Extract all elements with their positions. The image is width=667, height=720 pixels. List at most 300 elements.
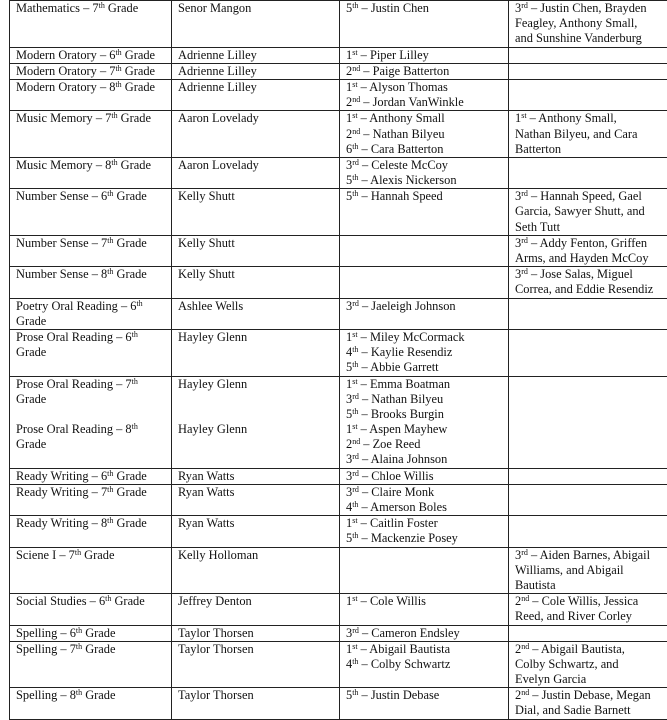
individual-placing-sup: st xyxy=(352,594,357,603)
results-table xyxy=(9,0,667,720)
individual-placings-cell xyxy=(340,516,509,547)
table-row xyxy=(10,625,667,641)
individual-placing-post: – Hannah Speed xyxy=(358,189,442,203)
individual-placing-post: – Claire Monk xyxy=(359,485,434,499)
event-cell xyxy=(10,298,172,329)
individual-placings-cell xyxy=(340,298,509,329)
team-placing-line-sup: nd xyxy=(521,594,529,603)
event-line xyxy=(16,392,166,407)
team-placing-line xyxy=(515,703,667,718)
event-line xyxy=(16,314,166,329)
event-line-pre: Modern Oratory – 7 xyxy=(16,64,115,78)
event-line-pre: Number Sense – 7 xyxy=(16,236,107,250)
individual-placing xyxy=(346,642,503,657)
team-placing-line-sup: st xyxy=(521,111,526,120)
individual-placing-pre: 3 xyxy=(346,392,352,406)
coach-name: Adrienne Lilley xyxy=(178,64,334,79)
team-placing-line xyxy=(515,548,667,563)
team-placing-line-pre: 2 xyxy=(515,688,521,702)
individual-placing-sup: th xyxy=(352,500,358,509)
event-cell xyxy=(10,547,172,594)
team-placing-line-post: – Addy Fenton, Griffen xyxy=(528,236,647,250)
event-line-post: Grade xyxy=(113,189,146,203)
event-line xyxy=(16,236,166,251)
event-line-post: Grade xyxy=(16,392,46,406)
individual-placing-post: – Chloe Willis xyxy=(359,469,434,483)
individual-placing-pre: 3 xyxy=(346,158,352,172)
coach-cell xyxy=(172,516,340,547)
individual-placing-post: – Alyson Thomas xyxy=(358,80,448,94)
team-placing-line-sup: rd xyxy=(521,236,528,245)
event-line xyxy=(16,1,166,16)
individual-placings-cell xyxy=(340,111,509,158)
individual-placing xyxy=(346,594,503,609)
team-placing-line-post: – Jose Salas, Miguel xyxy=(528,267,633,281)
event-cell xyxy=(10,189,172,236)
event-line-post: Grade xyxy=(113,469,146,483)
event-line-sup: th xyxy=(111,111,117,120)
individual-placing-post: – Caitlin Foster xyxy=(358,516,438,530)
team-placings-cell xyxy=(509,516,667,547)
individual-placing-pre: 2 xyxy=(346,127,352,141)
team-placing-line-sup: rd xyxy=(521,548,528,557)
individual-placing-post: – Miley McCormack xyxy=(358,330,465,344)
event-line-sup: th xyxy=(132,330,138,339)
event-line-pre: Spelling – 8 xyxy=(16,688,76,702)
individual-placing-sup: th xyxy=(352,360,358,369)
individual-placing-sup: st xyxy=(352,111,357,120)
event-line-pre: Mathematics – 7 xyxy=(16,1,99,15)
individual-placings-cell xyxy=(340,235,509,266)
event-line xyxy=(16,594,166,609)
event-line-post: Grade xyxy=(122,48,155,62)
individual-placing xyxy=(346,48,503,63)
individual-placing xyxy=(346,1,503,16)
event-line-pre: Prose Oral Reading – 8 xyxy=(16,422,132,436)
team-placing-line xyxy=(515,251,667,266)
event-line-post: Grade xyxy=(82,626,115,640)
event-line xyxy=(16,80,166,95)
event-line-pre: Spelling – 7 xyxy=(16,642,76,656)
event-line-pre: Poetry Oral Reading – 6 xyxy=(16,299,136,313)
coach-cell xyxy=(172,298,340,329)
individual-placing xyxy=(346,688,503,703)
event-line xyxy=(16,469,166,484)
individual-placings-cell xyxy=(340,79,509,110)
coach-cell xyxy=(172,1,340,48)
team-placing-line xyxy=(515,142,667,157)
table-row xyxy=(10,468,667,484)
individual-placing-pre: 1 xyxy=(346,377,352,391)
individual-placing-pre: 6 xyxy=(346,142,352,156)
team-placing-line xyxy=(515,688,667,703)
individual-placings-cell xyxy=(340,484,509,515)
team-placing-line xyxy=(515,204,667,219)
team-placings-cell xyxy=(509,111,667,158)
team-placing-line-pre: 3 xyxy=(515,548,521,562)
individual-placing-post: – Cole Willis xyxy=(358,594,426,608)
event-line-sup: th xyxy=(115,80,121,89)
event-line xyxy=(16,189,166,204)
event-line-sup: th xyxy=(132,377,138,386)
individual-placing-post: – Mackenzie Posey xyxy=(358,531,457,545)
team-placing-line-post: Dial, and Sadie Barnett xyxy=(515,703,631,717)
individual-placing xyxy=(346,64,503,79)
individual-placing-sup: nd xyxy=(352,95,360,104)
table-row xyxy=(10,376,667,468)
team-placing-line-post: Reed, and River Corley xyxy=(515,609,632,623)
event-line-post: Grade xyxy=(118,111,151,125)
individual-placing-post: – Anthony Small xyxy=(358,111,445,125)
individual-placing-sup: th xyxy=(352,189,358,198)
coach-cell xyxy=(172,63,340,79)
team-placing-line-post: Evelyn Garcia xyxy=(515,672,586,686)
team-placing-line-post: Garcia, Sawyer Shutt, and xyxy=(515,204,645,218)
individual-placing-post: – Nathan Bilyeu xyxy=(360,127,444,141)
coach-name: Hayley Glenn xyxy=(178,377,334,392)
individual-placing xyxy=(346,485,503,500)
team-placing-line xyxy=(515,578,667,593)
individual-placing-sup: rd xyxy=(352,626,359,635)
individual-placing xyxy=(346,452,503,467)
team-placing-line-sup: nd xyxy=(521,688,529,697)
individual-placing-sup: rd xyxy=(352,299,359,308)
individual-placing xyxy=(346,657,503,672)
individual-placing-sup: th xyxy=(352,688,358,697)
individual-placing-post: – Cara Batterton xyxy=(358,142,443,156)
individual-placing xyxy=(346,422,503,437)
team-placing-line-post: Seth Tutt xyxy=(515,220,560,234)
individual-placing xyxy=(346,299,503,314)
team-placing-line-post: – Abigail Bautista, xyxy=(529,642,625,656)
coach-name xyxy=(178,392,334,407)
team-placing-line-pre: 2 xyxy=(515,594,521,608)
event-line-sup: th xyxy=(107,469,113,478)
coach-name: Kelly Holloman xyxy=(178,548,334,563)
team-placing-line-post: Correa, and Eddie Resendiz xyxy=(515,282,653,296)
individual-placings-cell xyxy=(340,468,509,484)
individual-placing-sup: st xyxy=(352,422,357,431)
coach-name: Hayley Glenn xyxy=(178,330,334,345)
individual-placings-cell xyxy=(340,688,509,719)
event-cell xyxy=(10,641,172,688)
individual-placing-pre: 3 xyxy=(346,469,352,483)
team-placing-line-pre: 3 xyxy=(515,1,521,15)
individual-placing-pre: 4 xyxy=(346,500,352,514)
team-placing-line-post: – Anthony Small, xyxy=(527,111,617,125)
team-placings-cell xyxy=(509,594,667,625)
individual-placing xyxy=(346,377,503,392)
coach-name: Jeffrey Denton xyxy=(178,594,334,609)
team-placing-line-post: – Aiden Barnes, Abigail xyxy=(528,548,650,562)
coach-cell xyxy=(172,468,340,484)
coach-name: Hayley Glenn xyxy=(178,422,334,437)
coach-cell xyxy=(172,111,340,158)
individual-placing xyxy=(346,330,503,345)
coach-cell xyxy=(172,376,340,468)
individual-placing-sup: th xyxy=(352,142,358,151)
individual-placing-pre: 4 xyxy=(346,657,352,671)
table-row xyxy=(10,267,667,298)
event-line-post: Grade xyxy=(82,688,115,702)
individual-placing-sup: nd xyxy=(352,127,360,136)
team-placings-cell xyxy=(509,329,667,376)
event-line xyxy=(16,48,166,63)
event-cell xyxy=(10,516,172,547)
event-cell xyxy=(10,625,172,641)
event-line xyxy=(16,437,166,452)
event-line xyxy=(16,642,166,657)
event-line-pre: Music Memory – 8 xyxy=(16,158,111,172)
individual-placing-pre: 5 xyxy=(346,1,352,15)
individual-placing xyxy=(346,111,503,126)
individual-placing-sup: th xyxy=(352,531,358,540)
coach-name: Adrienne Lilley xyxy=(178,48,334,63)
event-cell xyxy=(10,79,172,110)
coach-cell xyxy=(172,484,340,515)
event-line-pre: Ready Writing – 8 xyxy=(16,516,107,530)
event-line-pre: Modern Oratory – 8 xyxy=(16,80,115,94)
coach-cell xyxy=(172,235,340,266)
team-placing-line xyxy=(515,563,667,578)
event-line-pre: Prose Oral Reading – 6 xyxy=(16,330,132,344)
team-placing-line-post: Feagley, Anthony Small, xyxy=(515,16,637,30)
table-row xyxy=(10,329,667,376)
event-cell xyxy=(10,376,172,468)
team-placing-line-post: Williams, and Abigail xyxy=(515,563,624,577)
event-line-sup: th xyxy=(111,158,117,167)
coach-name: Taylor Thorsen xyxy=(178,688,334,703)
team-placing-line-sup: rd xyxy=(521,1,528,10)
individual-placing xyxy=(346,626,503,641)
team-placing-line xyxy=(515,657,667,672)
individual-placing-pre: 4 xyxy=(346,345,352,359)
individual-placing-pre: 3 xyxy=(346,299,352,313)
event-line-sup: th xyxy=(115,48,121,57)
individual-placing-post: – Alaina Johnson xyxy=(359,452,447,466)
event-line xyxy=(16,485,166,500)
event-cell xyxy=(10,1,172,48)
event-line xyxy=(16,516,166,531)
event-line-sup: th xyxy=(136,299,142,308)
coach-cell xyxy=(172,329,340,376)
event-line xyxy=(16,422,166,437)
individual-placing-pre: 1 xyxy=(346,80,352,94)
individual-placing-pre: 1 xyxy=(346,594,352,608)
coach-name: Kelly Shutt xyxy=(178,267,334,282)
coach-name: Kelly Shutt xyxy=(178,236,334,251)
event-line xyxy=(16,345,166,360)
individual-placing-sup: th xyxy=(352,657,358,666)
results-table-body xyxy=(10,1,667,720)
event-cell xyxy=(10,47,172,63)
individual-placing xyxy=(346,500,503,515)
individual-placings-cell xyxy=(340,329,509,376)
table-row xyxy=(10,189,667,236)
event-cell xyxy=(10,484,172,515)
event-line-sup: th xyxy=(107,485,113,494)
event-line xyxy=(16,299,166,314)
coach-cell xyxy=(172,79,340,110)
event-cell xyxy=(10,468,172,484)
individual-placings-cell xyxy=(340,594,509,625)
individual-placing xyxy=(346,531,503,546)
individual-placing-pre: 1 xyxy=(346,48,352,62)
event-line-post: Grade xyxy=(81,548,114,562)
event-line-post: Grade xyxy=(113,516,146,530)
team-placing-line xyxy=(515,267,667,282)
event-cell xyxy=(10,329,172,376)
individual-placing-pre: 5 xyxy=(346,688,352,702)
individual-placing-sup: st xyxy=(352,330,357,339)
individual-placing-sup: rd xyxy=(352,158,359,167)
individual-placing-sup: th xyxy=(352,173,358,182)
individual-placing-sup: st xyxy=(352,642,357,651)
team-placings-cell xyxy=(509,267,667,298)
event-line xyxy=(16,548,166,563)
team-placing-line-pre: 2 xyxy=(515,642,521,656)
event-line-pre: Ready Writing – 6 xyxy=(16,469,107,483)
event-line xyxy=(16,111,166,126)
team-placing-line xyxy=(515,236,667,251)
team-placing-line-sup: rd xyxy=(521,189,528,198)
event-line-post: Grade xyxy=(122,64,155,78)
team-placings-cell xyxy=(509,47,667,63)
individual-placings-cell xyxy=(340,189,509,236)
team-placing-line-post: Bautista xyxy=(515,578,556,592)
coach-name: Senor Mangon xyxy=(178,1,334,16)
event-line-pre: Number Sense – 6 xyxy=(16,189,107,203)
event-line-sup: th xyxy=(76,642,82,651)
coach-name: Taylor Thorsen xyxy=(178,626,334,641)
event-line-post: Grade xyxy=(113,267,146,281)
table-row xyxy=(10,484,667,515)
individual-placings-cell xyxy=(340,625,509,641)
event-line-sup: th xyxy=(107,267,113,276)
event-line-sup: th xyxy=(105,594,111,603)
individual-placing-post: – Zoe Reed xyxy=(360,437,420,451)
individual-placing xyxy=(346,95,503,110)
individual-placing xyxy=(346,407,503,422)
individual-placing-post: – Kaylie Resendiz xyxy=(358,345,452,359)
team-placings-cell xyxy=(509,376,667,468)
individual-placings-cell xyxy=(340,47,509,63)
individual-placing-pre: 1 xyxy=(346,642,352,656)
event-line-pre: Modern Oratory – 6 xyxy=(16,48,115,62)
table-row xyxy=(10,547,667,594)
coach-cell xyxy=(172,157,340,188)
team-placings-cell xyxy=(509,547,667,594)
team-placing-line-pre: 1 xyxy=(515,111,521,125)
individual-placing xyxy=(346,469,503,484)
coach-cell xyxy=(172,267,340,298)
individual-placing-pre: 5 xyxy=(346,173,352,187)
coach-name: Aaron Lovelady xyxy=(178,158,334,173)
team-placing-line xyxy=(515,111,667,126)
coach-name: Taylor Thorsen xyxy=(178,642,334,657)
table-row xyxy=(10,516,667,547)
team-placing-line-post: – Justin Debase, Megan xyxy=(529,688,650,702)
coach-cell xyxy=(172,547,340,594)
individual-placing-pre: 5 xyxy=(346,189,352,203)
coach-cell xyxy=(172,688,340,719)
event-line-post: Grade xyxy=(113,485,146,499)
event-line-sup: th xyxy=(76,688,82,697)
individual-placing xyxy=(346,360,503,375)
team-placing-line-pre: 3 xyxy=(515,189,521,203)
individual-placing-post: – Aspen Mayhew xyxy=(358,422,448,436)
team-placing-line xyxy=(515,127,667,142)
individual-placings-cell xyxy=(340,157,509,188)
individual-placing-post: – Brooks Burgin xyxy=(358,407,443,421)
table-row xyxy=(10,47,667,63)
event-line-sup: th xyxy=(99,1,105,10)
event-line xyxy=(16,267,166,282)
event-line-pre: Spelling – 6 xyxy=(16,626,76,640)
individual-placing xyxy=(346,127,503,142)
table-row xyxy=(10,641,667,688)
individual-placing-pre: 1 xyxy=(346,111,352,125)
individual-placing-post: – Colby Schwartz xyxy=(358,657,450,671)
team-placing-line xyxy=(515,282,667,297)
team-placings-cell xyxy=(509,157,667,188)
team-placing-line-post: – Justin Chen, Brayden xyxy=(528,1,647,15)
coach-name: Ryan Watts xyxy=(178,469,334,484)
team-placing-line-post: Nathan Bilyeu, and Cara xyxy=(515,127,638,141)
individual-placing xyxy=(346,437,503,452)
event-line xyxy=(16,330,166,345)
individual-placing-sup: nd xyxy=(352,437,360,446)
team-placings-cell xyxy=(509,189,667,236)
team-placing-line-post: Batterton xyxy=(515,142,561,156)
event-cell xyxy=(10,688,172,719)
individual-placing-pre: 5 xyxy=(346,360,352,374)
coach-cell xyxy=(172,47,340,63)
individual-placing-post: – Cameron Endsley xyxy=(359,626,460,640)
coach-name xyxy=(178,407,334,422)
individual-placings-cell xyxy=(340,267,509,298)
individual-placing-sup: st xyxy=(352,377,357,386)
individual-placing-sup: rd xyxy=(352,485,359,494)
coach-cell xyxy=(172,594,340,625)
individual-placing-post: – Amerson Boles xyxy=(358,500,446,514)
event-line xyxy=(16,688,166,703)
individual-placing-pre: 1 xyxy=(346,330,352,344)
team-placing-line-post: Arms, and Hayden McCoy xyxy=(515,251,649,265)
individual-placing-post: – Alexis Nickerson xyxy=(358,173,456,187)
individual-placing-post: – Nathan Bilyeu xyxy=(359,392,443,406)
coach-cell xyxy=(172,641,340,688)
event-line xyxy=(16,407,166,422)
coach-name: Ashlee Wells xyxy=(178,299,334,314)
event-line-post: Grade xyxy=(105,1,138,15)
individual-placings-cell xyxy=(340,63,509,79)
individual-placing-sup: rd xyxy=(352,452,359,461)
individual-placing-pre: 2 xyxy=(346,437,352,451)
event-line-pre: Ready Writing – 7 xyxy=(16,485,107,499)
individual-placing-sup: th xyxy=(352,1,358,10)
event-line-sup: th xyxy=(107,236,113,245)
coach-cell xyxy=(172,625,340,641)
individual-placing-post: – Piper Lilley xyxy=(358,48,429,62)
team-placings-cell xyxy=(509,468,667,484)
event-line xyxy=(16,377,166,392)
event-line-pre: Number Sense – 8 xyxy=(16,267,107,281)
event-line-sup: th xyxy=(76,626,82,635)
team-placing-line xyxy=(515,189,667,204)
team-placing-line-pre: 3 xyxy=(515,267,521,281)
event-line-post: Grade xyxy=(16,437,46,451)
